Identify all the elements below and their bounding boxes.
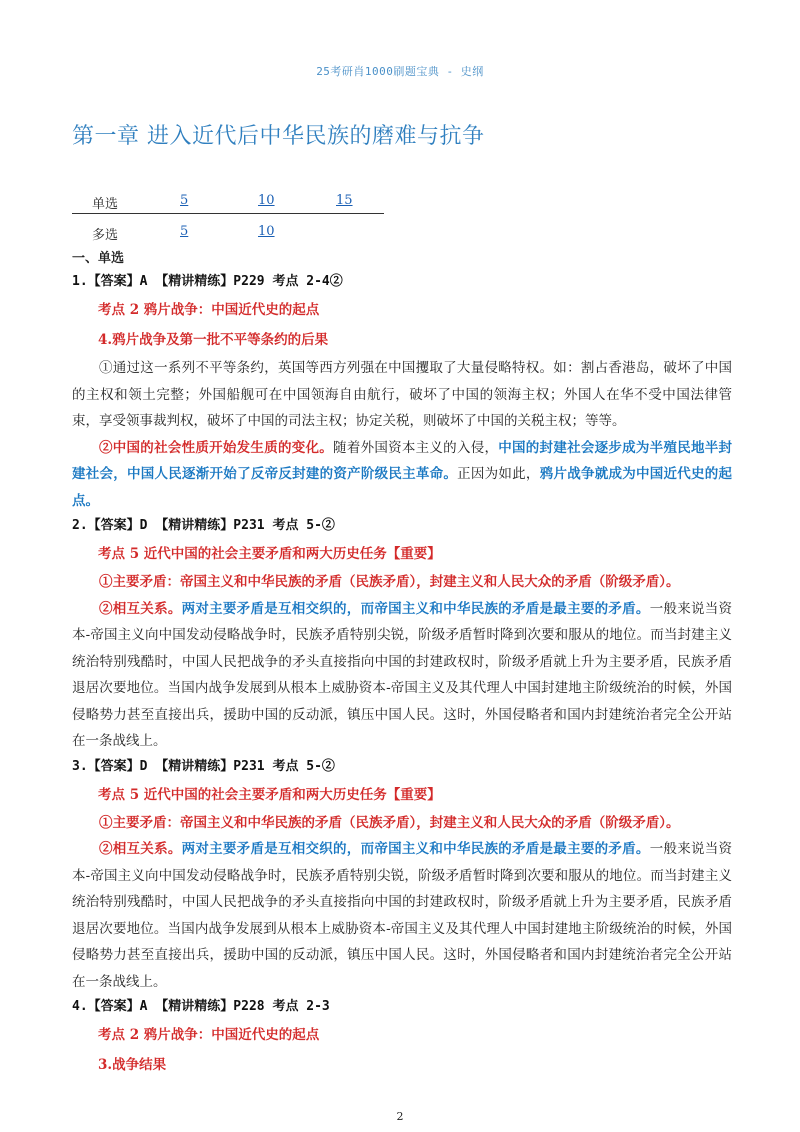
nav-label-single: 单选 [92,197,119,212]
q2-paragraph-2 [72,596,732,755]
page-number: 2 [396,1110,404,1123]
page-header: 25考研肖1000刷题宝典 - 史纲 [316,65,484,78]
q2-p2-blue: 两对主要矛盾是互相交织的，而帝国主义和中华民族的矛盾是最主要的矛盾。 [181,600,650,617]
q1-p2-red: ②中国的社会性质开始发生质的变化。 [99,439,334,456]
q1-answer-line: 1.【答案】A 【精讲精练】P229 考点 2-4② [72,274,343,289]
nav-label-multi: 多选 [92,228,119,243]
nav-link-single-10[interactable]: 10 [258,193,275,208]
q2-p1-text: ①主要矛盾：帝国主义和中华民族的矛盾（民族矛盾），封建主义和人民大众的矛盾（阶级矛盾）。 [99,574,680,590]
nav-row-multi [72,222,384,244]
nav-divider [72,213,384,214]
nav-row-single [72,191,384,213]
q1-point-heading: 考点 2 鸦片战争：中国近代史的起点 [98,302,320,318]
nav-link-single-15[interactable]: 15 [336,193,353,208]
q3-p1-text: ①主要矛盾：帝国主义和中华民族的矛盾（民族矛盾），封建主义和人民大众的矛盾（阶级矛盾）。 [99,814,680,831]
q1-p2-blue2: 鸦片战争就成为中国近代史的起点。 [72,466,733,509]
q2-point-heading: 考点 5 近代中国的社会主要矛盾和两大历史任务【重要】 [98,546,441,562]
nav-link-multi-5[interactable]: 5 [180,224,189,239]
nav-link-single-5[interactable]: 5 [180,193,189,208]
q4-answer-line: 4.【答案】A 【精讲精练】P228 考点 2-3 [72,999,330,1014]
q2-answer-line: 2.【答案】D 【精讲精练】P231 考点 5-② [72,518,335,533]
q3-p2-blue: 两对主要矛盾是互相交织的，而帝国主义和中华民族的矛盾是最主要的矛盾。 [181,841,650,857]
answer-content [72,248,732,1080]
q2-p2-rest: 一般来说当资本-帝国主义向中国发动侵略战争时，民族矛盾特别尖锐，阶级矛盾暂时降到次要和服从的地位。而当封建主义统治特别残酷时，中国人民把战争的矛头直接指向中国的封建政权时，阶级矛盾就上升为主要矛盾，民族矛盾退居次要地位。当国内战争发展到从根本上威胁资本-帝国主义及其代理人中国封建地主阶级统治的时候，外国侵略势力甚至直接出兵，援助中国的反动派，镇压中国人民。这时，外国侵略者和国内封建统治者完全公开站在一条战线上。 [72,600,733,749]
nav-link-multi-10[interactable]: 10 [258,224,275,239]
q1-sub-heading: 4.鸦片战争及第一批不平等条约的后果 [98,332,329,348]
question-nav-table [72,191,384,244]
q2-p2-red: ②相互关系。 [99,600,182,617]
q1-paragraph-2 [72,435,732,515]
section-title: 一、单选 [72,251,125,266]
q4-point-heading: 考点 2 鸦片战争：中国近代史的起点 [98,1027,320,1043]
chapter-title: 第一章 进入近代后中华民族的磨难与抗争 [72,124,485,149]
q1-p2-mid: 随着外国资本主义的入侵， [333,439,499,456]
q3-p2-red: ②相互关系。 [99,841,182,857]
q1-paragraph-1: ①通过这一系列不平等条约，英国等西方列强在中国攫取了大量侵略特权。如：割占香港岛，破坏了中国的主权和领土完整；外国船舰可在中国领海自由航行，破坏了中国的领海主权；外国人在华不受中国法律管束，享受领事裁判权，破坏了中国的司法主权；协定关税，则破坏了中国的关税主权；等等。 [72,360,732,429]
q3-answer-line: 3.【答案】D 【精讲精练】P231 考点 5-② [72,758,335,774]
q4-sub-heading: 3.战争结果 [98,1057,167,1073]
q1-p2-mid2: 正因为如此， [457,466,540,482]
q2-paragraph-1 [72,569,732,596]
q1-p2-blue1: 中国的封建社会逐步成为半殖民地半封建社会，中国人民逐渐开始了反帝反封建的资产阶级民主革命。 [72,439,733,482]
q3-paragraph-1 [72,810,732,837]
q3-point-heading: 考点 5 近代中国的社会主要矛盾和两大历史任务【重要】 [98,786,441,803]
q3-paragraph-2 [72,836,732,995]
q3-p2-rest: 一般来说当资本-帝国主义向中国发动侵略战争时，民族矛盾特别尖锐，阶级矛盾暂时降到次要和服从的地位。而当封建主义统治特别残酷时，中国人民把战争的矛头直接指向中国的封建政权时，阶级矛盾就上升为主要矛盾，民族矛盾退居次要地位。当国内战争发展到从根本上威胁资本-帝国主义及其代理人中国封建地主阶级统治的时候，外国侵略势力甚至直接出兵，援助中国的反动派，镇压中国人民。这时，外国侵略者和国内封建统治者完全公开站在一条战线上。 [72,841,733,990]
